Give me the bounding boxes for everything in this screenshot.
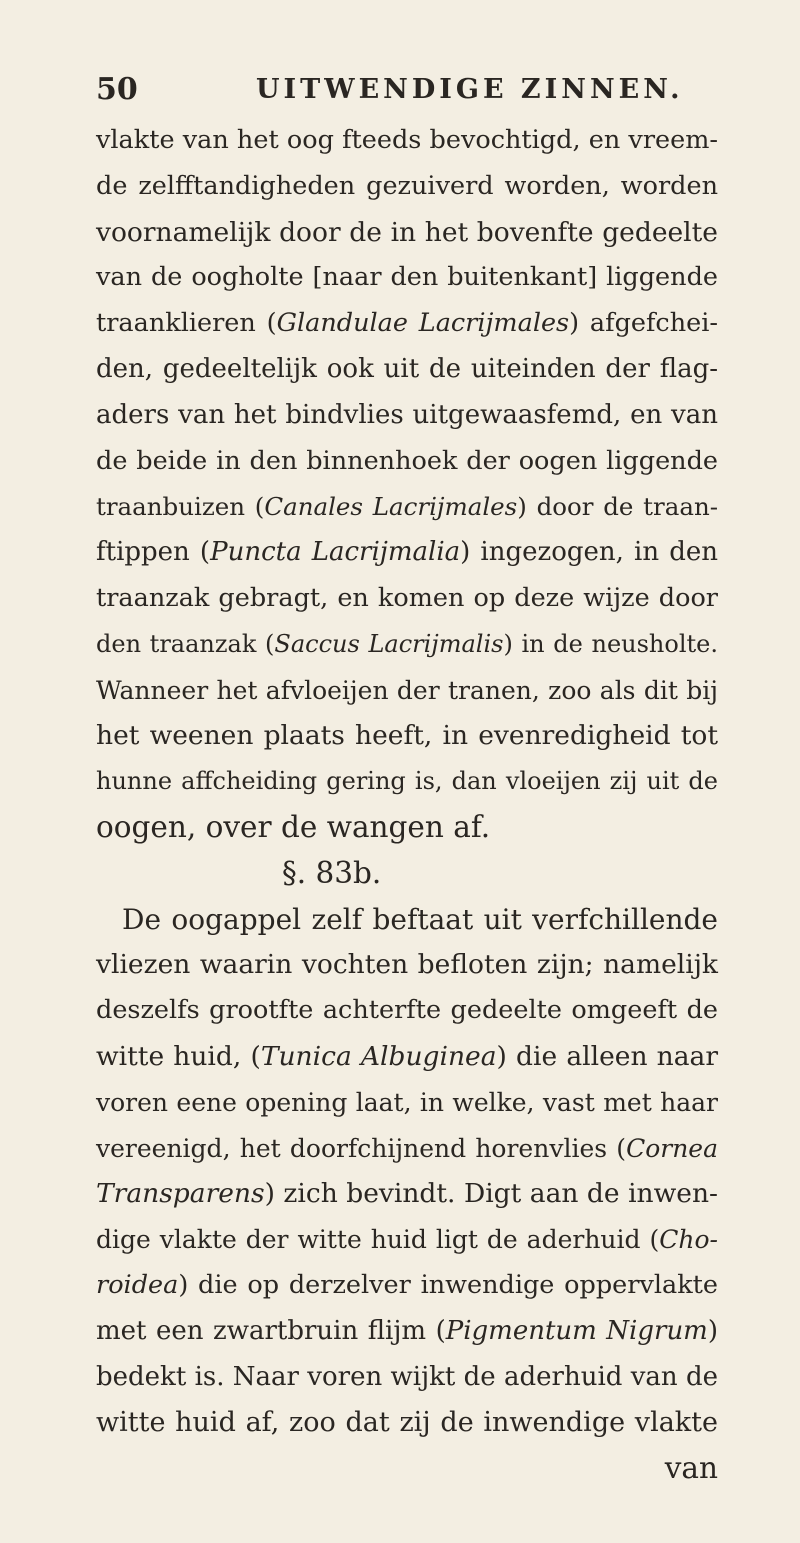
text-line: traanklieren (Glandulae Lacrijmales) afgefchei- — [96, 308, 718, 339]
text-line: witte huid, (Tunica Albuginea) die alleen naar — [96, 1040, 719, 1072]
text-line: dige vlakte der witte huid ligt de aderhuid (Cho- — [96, 1225, 718, 1255]
text-line: ftippen (Puncta Lacrijmalia) ingezogen, in den — [96, 537, 718, 568]
text-line: De oogappel zelf beftaat uit verfchillende — [122, 902, 718, 936]
text-line: van de oogholte [naar den buitenkant] liggende — [96, 262, 718, 293]
text-line: met een zwartbruin flijm (Pigmentum Nigrum) — [96, 1315, 718, 1346]
text-line: deszelfs grootfte achterfte gedeelte omgeeft de — [96, 995, 718, 1026]
text-line: voornamelijk door de in het bovenfte gedeelte — [96, 216, 718, 248]
text-line: aders van het bindvlies uitgewaasfemd, en van — [96, 399, 718, 430]
text-line: roidea) die op derzelver inwendige oppervlakte — [96, 1269, 718, 1300]
text-line: hunne affcheiding gering is, dan vloeijen zij uit de — [96, 767, 718, 796]
text-line: traanbuizen (Canales Lacrijmales) door de traan- — [96, 492, 719, 522]
text-line: de zelfftandigheden gezuiverd worden, worden — [96, 170, 718, 201]
text-line: oogen, over de wangen af. — [96, 809, 491, 844]
text-line: witte huid af, zoo dat zij de inwendige vlakte — [96, 1407, 718, 1439]
text-line: de beide in den binnenhoek der oogen liggende — [96, 445, 718, 476]
page-number: 50 — [96, 72, 138, 107]
text-line: traanzak gebragt, en komen op deze wijze door — [96, 582, 718, 613]
text-line: het weenen plaats heeft, in evenredigheid tot — [96, 720, 718, 752]
text-line: den traanzak (Saccus Lacrijmalis) in de neusholte. — [96, 629, 718, 658]
running-head: UITWENDIGE ZINNEN. — [256, 74, 684, 105]
text-line: Transparens) zich bevindt. Digt aan de inwen- — [96, 1178, 718, 1210]
text-line: Wanneer het afvloeijen der tranen, zoo als dit bij — [96, 675, 718, 705]
body-text — [96, 118, 718, 1492]
text-line: vliezen waarin vochten befloten zijn; namelijk — [96, 949, 718, 981]
text-line: bedekt is. Naar voren wijkt de aderhuid van de — [96, 1361, 718, 1392]
text-line: vereenigd, het doorfchijnend horenvlies (Cornea — [96, 1133, 718, 1163]
page-header — [96, 72, 716, 112]
section-heading: §. 83b. — [282, 855, 382, 890]
text-line: den, gedeeltelijk ook uit de uiteinden der flag- — [96, 353, 718, 384]
text-line: voren eene opening laat, in welke, vast met haar — [96, 1087, 718, 1117]
catchword: van — [664, 1451, 718, 1486]
text-line: vlakte van het oog fteeds bevochtigd, en vreem- — [96, 125, 718, 155]
